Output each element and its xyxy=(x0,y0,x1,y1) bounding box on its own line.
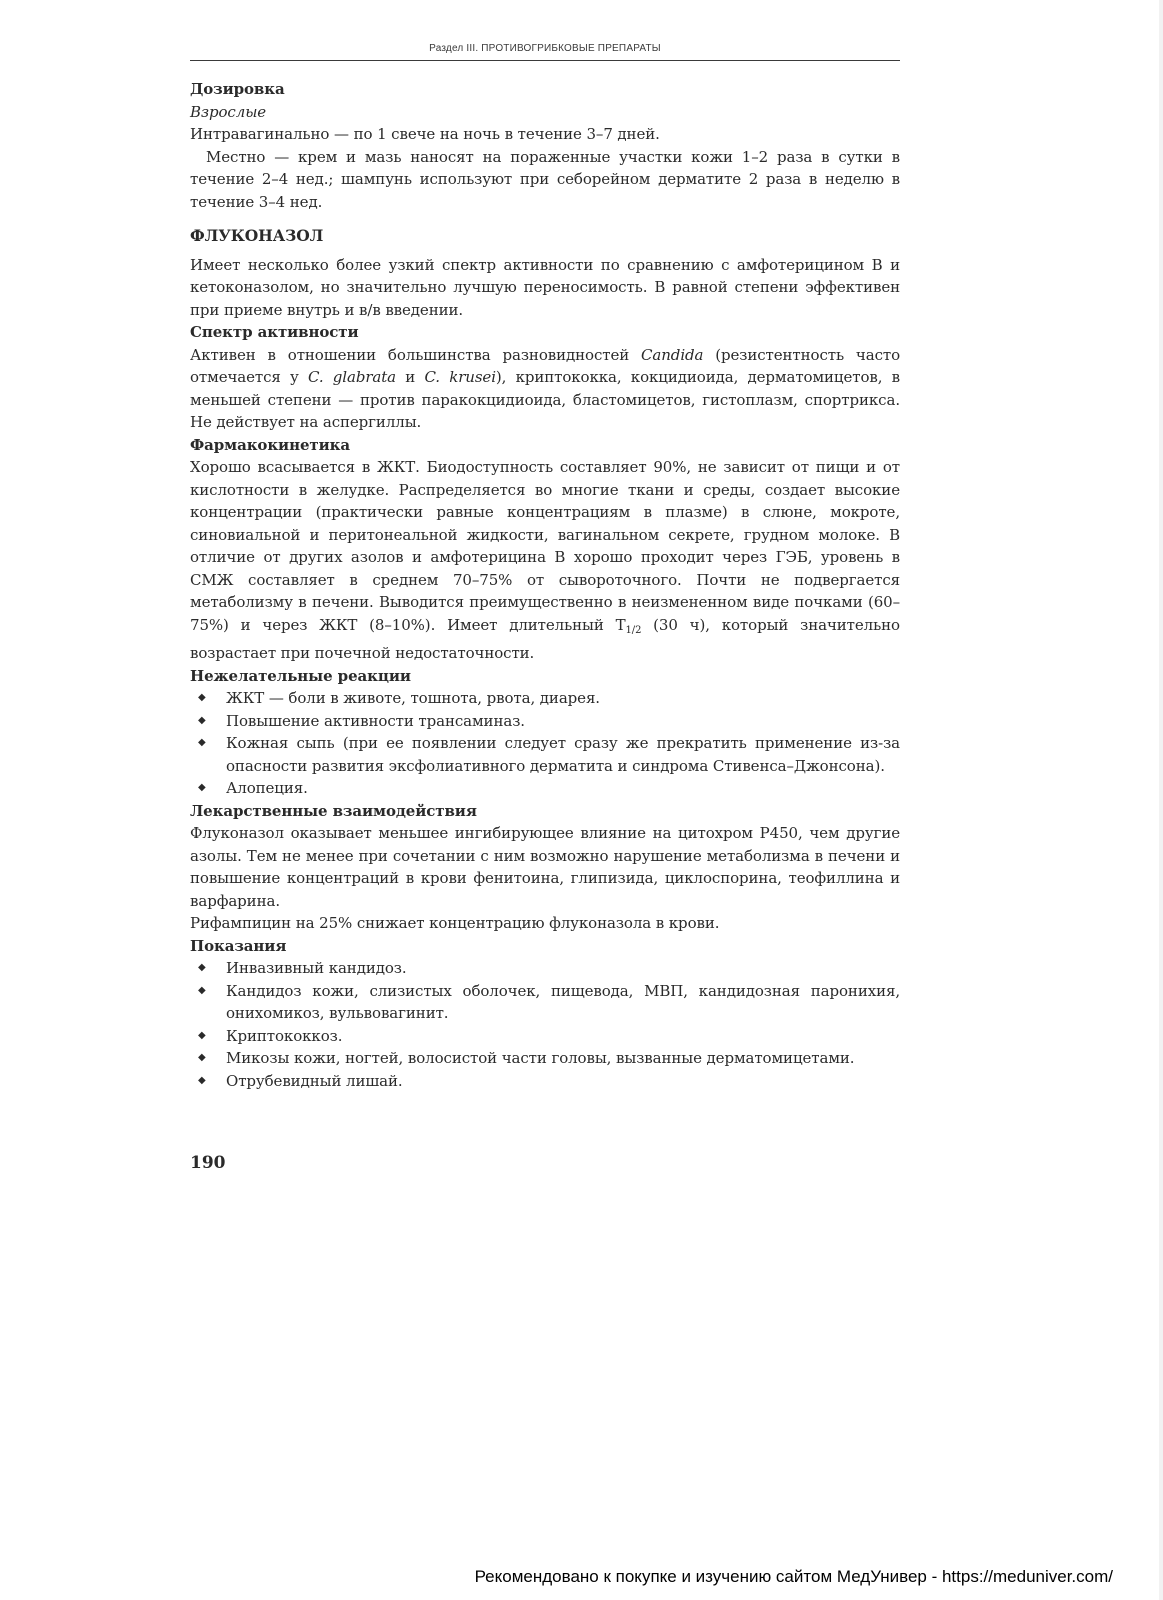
header-rule xyxy=(190,60,900,61)
spectrum-species-2: C. krusei xyxy=(424,368,496,386)
adverse-heading: Нежелательные реакции xyxy=(190,666,411,685)
interactions-paragraph-1: Флуконазол оказывает меньшее ингибирующее влияние на цитохром Р450, чем другие азолы. Тем не менее при сочетании с ним возможно нарушение метаболизма в печени и повышение концентраций в крови фенитоина, глипизида, циклоспорина, теофиллина и варфарина. xyxy=(190,824,900,910)
dosage-paragraph-2: Местно — крем и мазь наносят на пораженные участки кожи 1–2 раза в сутки в течение 2–4 нед.; шампунь используют при себорейном дерматите 2 раза в неделю в течение 3–4 нед. xyxy=(190,147,900,211)
bullet-icon: ◆ xyxy=(198,782,206,793)
list-item xyxy=(190,777,900,800)
drug-intro: Имеет несколько более узкий спектр активности по сравнению с амфотерицином В и кетоконазолом, но значительно лучшую переносимость. В равной степени эффективен при приеме внутрь и в/в введении. xyxy=(190,255,900,319)
footer-note: Рекомендовано к покупке и изучению сайтом МедУнивер - https://meduniver.com/ xyxy=(474,1567,1113,1586)
dosage-paragraph-1: Интравагинально — по 1 свече на ночь в течение 3–7 дней. xyxy=(190,125,660,143)
indications-heading: Показания xyxy=(190,936,287,955)
list-item xyxy=(190,1047,900,1070)
dosage-heading: Дозировка xyxy=(190,80,285,98)
indications-list xyxy=(190,957,900,1092)
list-item-text: Микозы кожи, ногтей, волосистой части головы, вызванные дерматомицетами. xyxy=(226,1049,855,1067)
bullet-icon: ◆ xyxy=(198,1029,206,1041)
drug-title: ФЛУКОНАЗОЛ xyxy=(190,226,324,245)
spectrum-heading: Спектр активности xyxy=(190,323,359,341)
list-item-text: Отрубевидный лишай. xyxy=(226,1071,403,1090)
bullet-icon: ◆ xyxy=(198,1074,206,1086)
list-item-text: Алопеция. xyxy=(226,779,308,797)
bullet-icon: ◆ xyxy=(198,737,206,748)
list-item-text: Криптококкоз. xyxy=(226,1026,343,1045)
list-item-text: ЖКТ — боли в животе, тошнота, рвота, диарея. xyxy=(226,689,600,707)
bullet-icon: ◆ xyxy=(198,714,206,726)
pharmacokinetics-heading: Фармакокинетика xyxy=(190,435,350,454)
list-item-text: Кожная сыпь (при ее появлении следует сразу же прекратить применение из-за опасности развития эксфолиативного дерматита и синдрома Стивенса–Джонсона). xyxy=(226,734,900,775)
spectrum-species-1: C. glabrata xyxy=(308,368,397,386)
page-edge xyxy=(1159,0,1163,1600)
list-item-text: Кандидоз кожи, слизистых оболочек, пищевода, МВП, кандидозная паронихия, онихомикоз, вульвовагинит. xyxy=(226,981,900,1022)
list-item xyxy=(190,732,900,777)
dosage-subheading: Взрослые xyxy=(190,102,267,121)
bullet-icon: ◆ xyxy=(198,692,206,703)
bullet-icon: ◆ xyxy=(198,1052,206,1063)
list-item-text: Инвазивный кандидоз. xyxy=(226,959,407,977)
bullet-icon: ◆ xyxy=(198,962,206,973)
pharmacokinetics-paragraph xyxy=(190,456,900,665)
list-item xyxy=(190,1025,900,1048)
pharmacokinetics-text-2: (30 ч), который значительно возрастает при почечной недостаточности. xyxy=(190,615,900,662)
list-item xyxy=(190,980,900,1025)
page-content xyxy=(190,78,900,1092)
spectrum-text-4: ), криптококка, кокцидиоида, дерматомицетов, в меньшей степени — против паракокцидиоида, бластомицетов, гистоплазм, спортрикса. Не действует на аспергиллы. xyxy=(190,368,900,431)
list-item xyxy=(190,1070,900,1093)
bullet-icon: ◆ xyxy=(198,984,206,996)
interactions-paragraph-2: Рифампицин на 25% снижает концентрацию флуконазола в крови. xyxy=(190,914,720,932)
spectrum-text-2: (резистентность часто отмечается у xyxy=(190,345,900,386)
spectrum-paragraph xyxy=(190,344,900,434)
spectrum-genus: Candida xyxy=(641,345,704,364)
spectrum-text-3: и xyxy=(396,368,425,386)
page-number: 190 xyxy=(190,1153,226,1173)
interactions-heading: Лекарственные взаимодействия xyxy=(190,801,477,820)
adverse-list xyxy=(190,687,900,800)
list-item xyxy=(190,957,900,980)
spectrum-text-1: Активен в отношении большинства разновидностей xyxy=(190,345,642,364)
pharmacokinetics-text-1: Хорошо всасывается в ЖКТ. Биодоступность составляет 90%, не зависит от пищи и от кислотности в желудке. Распределяется во многие ткани и среды, создает высокие концентрации (практически равные концентрациям в плазме) в слюне, мокроте, синовиальной и перитонеальной жидкости, вагинальном секрете, грудном молоке. В отличие от других азолов и амфотерицина В хорошо проходит через ГЭБ, уровень в СМЖ составляет в среднем 70–75% от сывороточного. Почти не подвергается метаболизму в печени. Выводится преимущественно в неизмененном виде почками (60–75%) и через ЖКТ (8–10%). Имеет длительный T xyxy=(190,458,900,634)
list-item xyxy=(190,687,900,710)
list-item xyxy=(190,710,900,733)
running-header: Раздел III. ПРОТИВОГРИБКОВЫЕ ПРЕПАРАТЫ xyxy=(429,43,661,54)
list-item-text: Повышение активности трансаминаз. xyxy=(226,711,525,730)
half-life-subscript: 1/2 xyxy=(625,624,642,636)
